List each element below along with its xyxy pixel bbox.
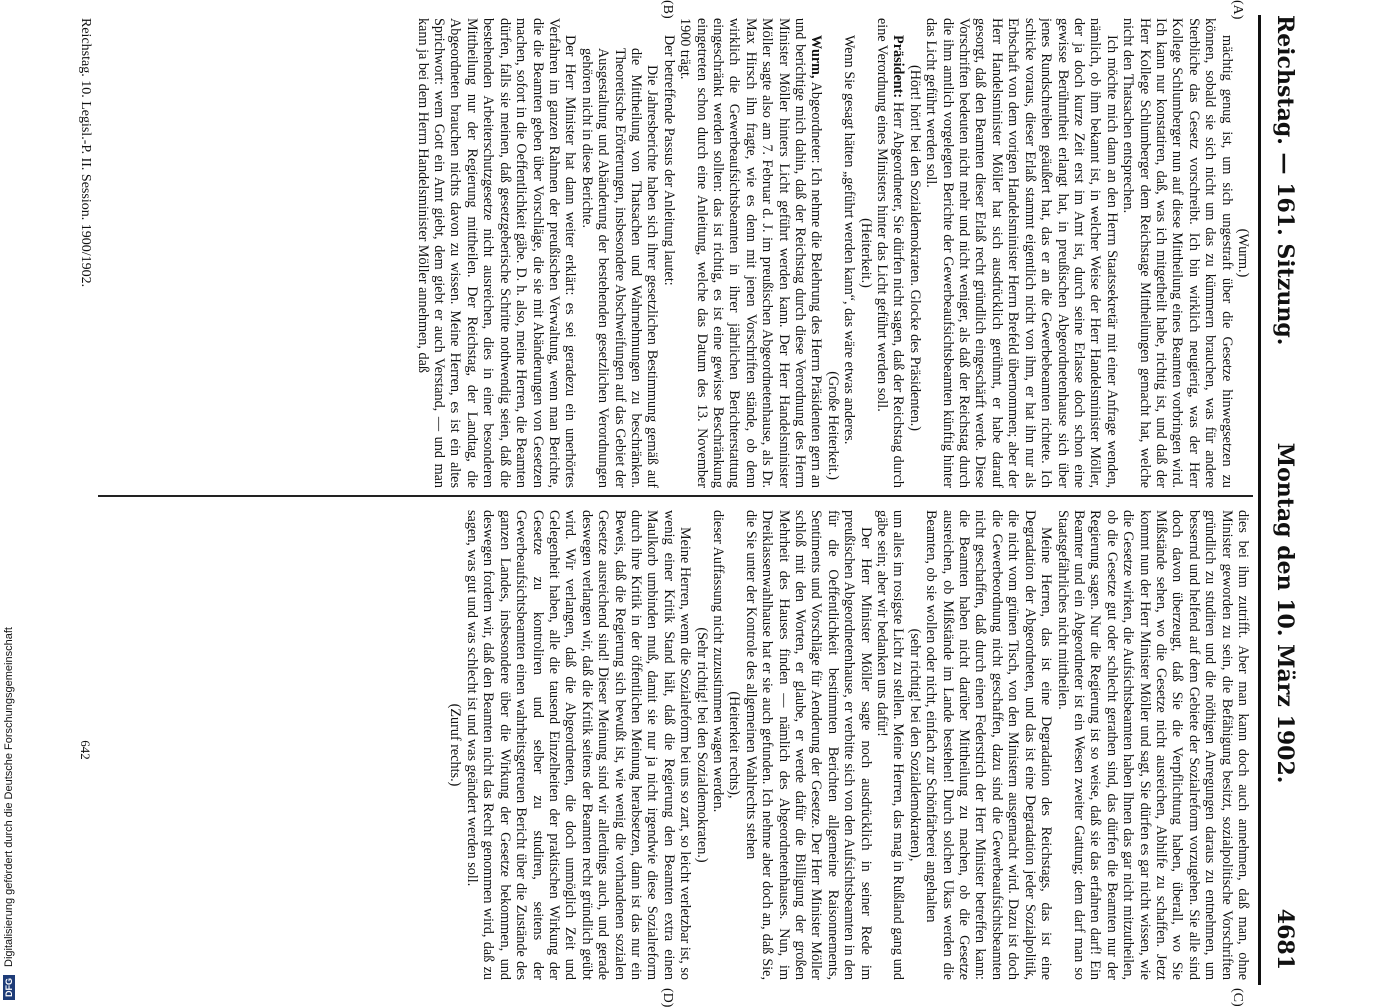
interjection: (sehr richtig! bei den Sozialdemokraten), — [906, 628, 923, 862]
column-divider — [98, 495, 1253, 497]
interjection: (Heiterkeit.) — [857, 218, 874, 288]
paragraph: Der Herr Minister Möller sagte noch ausdrücklich in seiner Rede im preußischen Abgeordnetenhause, er verbitte sich von den Aufsichtsbeamten in den für die Oeffentlichkeit bestimmten Berichten allgemeine Raisonnements, Sentiments und Vorschläge für Aenderung der Gesetze. Der Herr Minister Möller schloß mit den Worten, er glaube, er werde dafür die Billigung der großen Mehrheit des Hauses finden — nämlich des Abgeordnetenhauses. Nun, im Dreiklassenwahlhause hat er sie auch gefunden. Ich nehme aber doch an, daß Sie, die Sie unter der Kontrole des allgemeinen Wahlrechts stehen — [742, 510, 874, 980]
page-footer — [77, 18, 93, 488]
speaker-tag: (Wurm.) — [1235, 228, 1251, 278]
interjection: (Heiterkeit rechts), — [726, 691, 743, 799]
footer-session: Reichstag. 10. Legisl.-P. II. Session. 1900/1902. — [78, 18, 93, 288]
paragraph: um alles im rosigste Licht zu stellen. Meine Herren, das mag in Rußland gang und gäbe sein; aber wir bedanken uns dafür! — [874, 510, 907, 980]
right-column — [101, 510, 1251, 980]
paragraph: dieser Auffassung nicht zuzustimmen wagen werden. — [710, 510, 726, 813]
paragraph: Meine Herren, das ist eine Degradation des Reichstags, das ist eine Degradation der Abgeordneten, und das ist eine Degradation jeder Sozialpolitik, die nicht vom grünen Tisch, von den Ministern ausgemacht wird. Dazu ist doch die Gewerbeordnung nicht geschaffen, dazu sind die Gewerbeaufsichtsbeamten nicht geschaffen, daß durch einen Federstrich der Herr Minister betreffen kann: die Beamten haben nicht darüber Mittheilung zu machen, ob die Gesetze ausreichen, ob Mißstände im Lande bestehen! Durch solchen Ukas werden die Beamten, ob sie wollen oder nicht, einfach zur Schönfärberei angehalten — [923, 510, 1055, 980]
speaker-name: Präsident: — [890, 35, 907, 99]
interjection: (Sehr richtig! bei den Sozialdemokraten.) — [693, 627, 710, 863]
header-rule — [1258, 15, 1261, 985]
margin-marker-d: (D) — [660, 988, 675, 1007]
margin-marker-a: (A) — [1230, 0, 1245, 20]
header-date-text: Montag den 10. März 1902. — [1272, 442, 1298, 784]
paragraph — [677, 18, 825, 488]
paragraph: Der Herr Minister hat dann weiter erklärt: es sei geradezu ein unerhörtes Verfahren im ganzen Rahmen der preußischen Verwaltung, wenn man Berichte, die die Beamten geben über Vorschläge, die sie mit Abänderungen von Gesetzen machen, sofort in die Oeffentlichkeit gäbe. D. h. also, meine Herren, die Beamten dürfen, falls sie meinen, daß gesetzgeberische Schritte nothwendig seien, daß die bestehenden Arbeiterschutzgesetze nicht ausreichen, dies in einer besonderen Mittheilung nur der Regierung mittheilen. Der Reichstag, der Landtag, die Abgeordneten brauchen nichts davon zu wissen. Meine Herren, es ist ein altes Sprichwort: wem Gott ein Amt giebt, dem giebt er auch Verstand, — und man kann ja bei dem Herrn Handelsminister Möller annehmen, daß — [414, 18, 579, 488]
dfg-logo: DFG — [3, 975, 15, 1000]
page-number: 4681 — [1272, 908, 1298, 970]
margin-marker-b: (B) — [660, 0, 675, 19]
paragraph: Wenn Sie gesagt hätten „geführt werden kann“, das wäre etwas anderes. — [841, 35, 858, 445]
paragraph — [874, 18, 907, 488]
speaker-name: Wurm, — [808, 35, 825, 79]
speech-text: Herr Abgeordneter, Sie dürfen nicht sagen, daß der Reichstag durch eine Verordnung eines Ministers hinter das Licht geführt werden soll. — [874, 18, 907, 488]
digitization-note — [0, 0, 18, 1000]
paragraph: mächtig genug ist, um sich ungestraft über die Gesetze hinwegsetzen zu können, sobald sie sich nicht um das zu kümmern brauchen, was für andere Sterbliche das Gesetz vorschreibt. Ich bin wirklich neugierig, was der Herr Kollege Schlumberger nun auf diese Mittheilung eines Beamten vorbringen wird. Ich kann nur konstatiren, daß, was ich mitgetheilt habe, richtig ist, und daß der Herr Kollege Schlumberger dem Reichstage Mittheilungen gemacht hat, welche nicht den Thatsachen entsprechen. — [1120, 18, 1235, 488]
page-header — [1262, 15, 1310, 1000]
paragraph: dies bei ihm zutrifft. Aber man kann doch auch annehmen, daß man, ohne Minister geworden zu sein, die Befähigung besitzt, sozialpolitische Vorschriften gründlich zu studiren und die nöthigen Anregungen daraus zu entnehmen, um bessernd und helfend auf dem Gebiete der Sozialreform vorzugehen. Sie alle sind doch davon überzeugt, daß Sie die Verpflichtung haben, überall, wo Sie Mißstände sehen, wo die Gesetze nicht ausreichen, Abhilfe zu schaffen. Jetzt kommt nun der Herr Minister Möller und sagt, Sie dürfen es gar nicht wissen, wie die Gesetze wirken, die Aufsichtsbeamten haben Ihnen das gar nicht mitzutheilen, ob die Gesetze gut oder schlecht gerathen sind, das dürfen die Beamten nur der Regierung sagen. Nur die Regierung ist so weise, daß sie das erfahren darf! Ein Beamter und ein Abgeordneter ist ein Wesen zweiter Gattung; dem darf man so Staatsgefährliches nicht mittheilen. — [1054, 510, 1251, 980]
margin-marker-c: (C) — [1230, 988, 1245, 1007]
interjection: (Hört! hört! bei den Sozialdemokraten. Glocke des Präsidenten.) — [906, 65, 923, 432]
speech-text: Abgeordneter: Ich nehme die Belehrung des Herrn Präsidenten gern an und berichtige mich dahin, daß der Reichstag durch diese Verordnung des Herrn Minister Möller hinters Licht geführt werden kann. Der Herr Handelsminister Möller sagte also am 7. Februar d. J. im preußischen Abgeordnetenhause, als Dr. Max Hirsch ihn fragte, wie es denn mit jenen Vorschriften stände, ob denn wirklich die Gewerbeaufsichtsbeamten in ihrer jährlichen Berichterstattung eingeschränkt werden sollten: das ist richtig, es ist eine gewisse Beschränkung eingetreten schon durch eine Anleitung, welche das Datum des 13. November 1900 trägt. — [677, 18, 825, 488]
interjection: (Zuruf rechts.) — [447, 703, 464, 787]
header-title: Reichstag. — 161. Sitzung. — [1272, 15, 1298, 346]
interjection: (Große Heiterkeit.) — [824, 371, 841, 480]
header-date — [1272, 443, 1298, 970]
paragraph: Der betreffende Passus der Anleitung lautet: — [660, 35, 677, 286]
digitization-text: Digitalisierung gefördert durch die Deutsche Forschungsgemeinschaft — [3, 627, 15, 967]
scanned-page — [15, 0, 1315, 1007]
paragraph: Ich möchte mich dann an den Herrn Staatssekretär mit einer Anfrage wenden, nämlich, ob ihm bekannt ist, in welcher Weise der Herr Handelsminister Möller, der ja doch kurze Zeit erst im Amt ist, durch seine Erlasse doch schon eine gewisse Berühmtheit erlangt hat, in preußischen Abgeordnetenhause sich über jenes Rundschreiben geäußert hat, das er an die Gewerbebeamten richtete. Ich schicke voraus, dieser Erlaß stammt eigentlich nicht von ihm, er hat ihn nur als Erbschaft von dem vorigen Handelsminister Herrn Brefeld übernommen; aber der Herr Handelsminister Möller hat sich ausdrücklich gerühmt, er habe darauf gesorgt, daß den Beamten dieser Erlaß recht gründlich eingeschärft werde. Diese Vorschriften bedeuten nicht mehr und nicht weniger, als daß der Reichstag durch die ihm amtlich vorgelegten Berichte der Gewerbeaufsichtsbeamten künftig hinter das Licht geführt werden soll. — [923, 18, 1120, 488]
paragraph: Meine Herren, wenn die Sozialreform bei uns so zart, so leicht verletzbar ist, so wenig einer Kritik Stand hält, daß die Regierung den Beamten extra einen Maulkorb umbinden muß, damit sie nur ja nicht irgendwie diese Sozialreform durch ihre Kritik in der öffentlichen Meinung herabsetzen, dann ist das nur ein Beweis, daß die Regierung sich bewußt ist, wie wenig die vorhandenen sozialen Gesetze ausreichend sind! Dieser Meinung sind wir allerdings auch, und gerade deswegen verlangen wir, daß die Kritik seitens der Beamten recht gründlich geübt wird. Wir verlangen, daß die Abgeordneten, die doch unmöglich Zeit und Gelegenheit haben, alle die tausend Einzelheiten der praktischen Wirkung der Gesetze zu kontroliren und selber zu studiren, seitens der Gewerbeaufsichtsbeamten einen wahrheitsgetreuen Bericht über die Zustände des ganzen Landes, insbesondere über die Wirkung der Gesetze bekommen, und deswegen fordern wir, daß den Beamten nicht das Recht genommen wird, daß zu sagen, was gut und was schlecht ist und was geändert werden soll. — [463, 510, 694, 980]
left-column — [101, 18, 1251, 488]
block-quote: Die Jahresberichte haben sich ihrer gesetzlichen Bestimmung gemäß auf die Mittheilung von Thatsachen und Wahrnehmungen zu beschränken. Theoretische Erörterungen, insbesondere Abschweifungen auf das Gebiet der Ausgestaltung und Abänderung der bestehenden gesetzlichen Verordnungen gehören nicht in diese Berichte. — [578, 48, 661, 488]
footer-sheet-number: 642 — [78, 740, 93, 760]
